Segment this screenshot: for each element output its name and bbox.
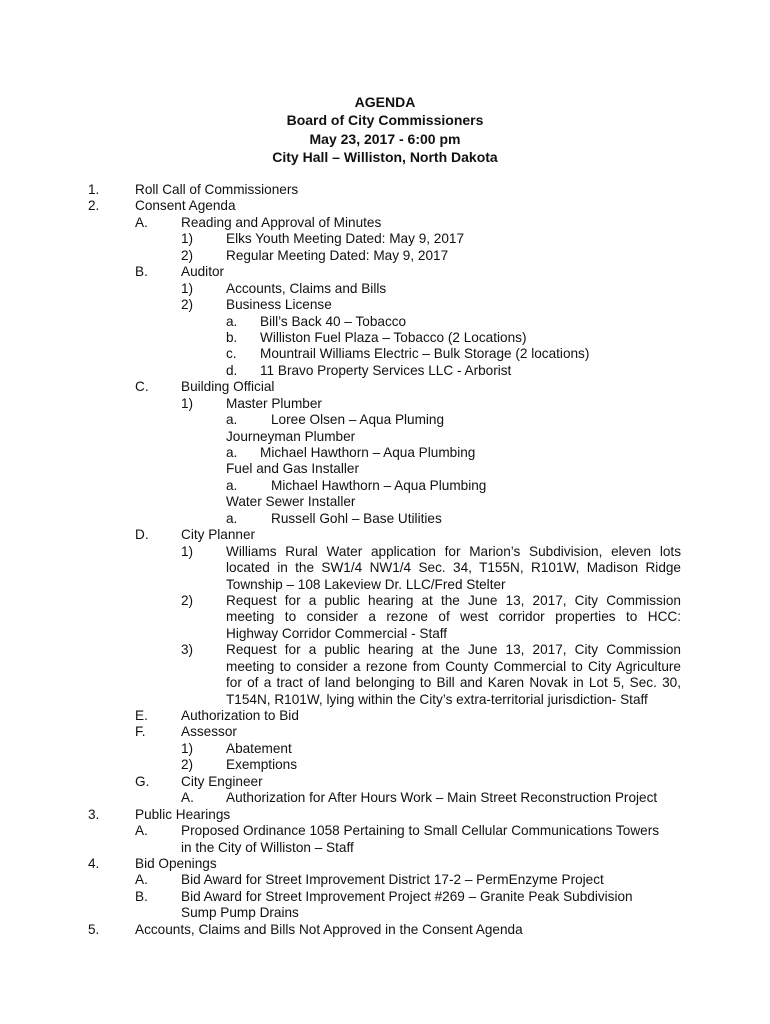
item-text: Authorization for After Hours Work – Main Street Reconstruction Project xyxy=(226,790,658,806)
item-text: Journeyman Plumber xyxy=(226,428,356,444)
item-marker: C. xyxy=(135,379,149,395)
item-text: Request for a public hearing at the June 13, 2017, City Commission xyxy=(226,592,681,608)
item-text: Reading and Approval of Minutes xyxy=(181,214,382,230)
item-text: Regular Meeting Dated: May 9, 2017 xyxy=(226,247,449,263)
item-marker: 3. xyxy=(88,806,100,822)
item-text: Bid Award for Street Improvement District 17-2 – PermEnzyme Project xyxy=(181,872,604,888)
agenda-item xyxy=(0,412,770,428)
item-text: Business License xyxy=(226,297,332,313)
item-marker: 2) xyxy=(181,592,194,608)
item-continuation xyxy=(0,609,770,625)
agenda-item xyxy=(0,774,770,790)
item-continuation xyxy=(0,560,770,576)
item-text: 11 Bravo Property Services LLC - Arborist xyxy=(260,362,512,378)
item-continuation xyxy=(0,905,770,921)
item-text: City Planner xyxy=(181,527,256,543)
item-text: Public Hearings xyxy=(135,806,231,822)
item-text: Accounts, Claims and Bills xyxy=(226,280,387,296)
item-text: Bid Award for Street Improvement Project #269 – Granite Peak Subdivision xyxy=(181,888,633,904)
agenda-item xyxy=(0,461,770,477)
item-marker: 1) xyxy=(181,280,194,296)
agenda-item xyxy=(0,182,770,198)
item-marker: 4. xyxy=(88,855,100,871)
item-continuation xyxy=(0,659,770,675)
item-marker: 2) xyxy=(181,757,194,773)
item-marker: G. xyxy=(135,773,150,789)
item-text: Exemptions xyxy=(226,757,298,773)
agenda-item xyxy=(0,527,770,543)
item-marker: F. xyxy=(135,724,146,740)
item-marker: E. xyxy=(135,708,148,723)
agenda-item xyxy=(0,314,770,330)
agenda-item xyxy=(0,396,770,412)
item-text: Accounts, Claims and Bills Not Approved in the Consent Agenda xyxy=(135,921,523,937)
item-marker: d. xyxy=(226,362,238,378)
agenda-item xyxy=(0,478,770,494)
item-text: Consent Agenda xyxy=(135,198,236,214)
item-text: Auditor xyxy=(181,264,225,280)
agenda-item xyxy=(0,922,770,938)
item-text: Assessor xyxy=(181,724,237,740)
agenda-item xyxy=(0,346,770,362)
item-marker: c. xyxy=(226,346,237,362)
agenda-item xyxy=(0,248,770,264)
agenda-item xyxy=(0,494,770,510)
item-marker: a. xyxy=(226,477,238,493)
agenda-item xyxy=(0,708,770,724)
item-marker: 2. xyxy=(88,198,100,214)
item-continuation xyxy=(0,675,770,691)
item-continuation xyxy=(0,626,770,642)
item-text: City Engineer xyxy=(181,773,263,789)
agenda-item xyxy=(0,281,770,297)
agenda-item xyxy=(0,757,770,773)
item-text: Sump Pump Drains xyxy=(181,905,299,921)
item-text: meeting to consider a rezone of west corridor properties to HCC: xyxy=(226,609,681,625)
agenda-item xyxy=(0,872,770,888)
item-marker: a. xyxy=(226,445,238,460)
agenda-item xyxy=(0,807,770,823)
item-marker: 3) xyxy=(181,642,194,658)
item-marker: a. xyxy=(226,412,238,428)
item-continuation xyxy=(0,577,770,593)
agenda-item xyxy=(0,429,770,445)
board-name: Board of City Commissioners xyxy=(286,112,484,129)
item-text: T154N, R101W, lying within the City’s extra-territorial jurisdiction- Staff xyxy=(226,691,648,707)
agenda-item xyxy=(0,544,770,560)
item-marker: A. xyxy=(135,823,148,839)
agenda-item xyxy=(0,297,770,313)
agenda-list xyxy=(0,182,770,938)
agenda-item xyxy=(0,593,770,609)
item-marker: a. xyxy=(226,313,238,329)
item-marker: D. xyxy=(135,527,149,543)
agenda-item xyxy=(0,856,770,872)
item-text: Williams Rural Water application for Marion’s Subdivision, eleven lots xyxy=(226,543,681,559)
item-text: Master Plumber xyxy=(226,395,322,411)
item-text: Fuel and Gas Installer xyxy=(226,461,359,477)
item-marker: 2) xyxy=(181,297,194,313)
item-marker: 5. xyxy=(88,921,100,937)
item-text: Mountrail Williams Electric – Bulk Storage (2 locations) xyxy=(260,346,590,362)
agenda-item xyxy=(0,511,770,527)
agenda-item xyxy=(0,823,770,839)
item-marker: 1) xyxy=(181,740,194,756)
item-text: Roll Call of Commissioners xyxy=(135,182,299,197)
item-text: Authorization to Bid xyxy=(181,708,299,723)
item-marker: B. xyxy=(135,888,148,904)
item-marker: A. xyxy=(135,214,148,230)
item-continuation xyxy=(0,692,770,708)
agenda-item xyxy=(0,198,770,214)
agenda-item xyxy=(0,363,770,379)
item-marker: 1) xyxy=(181,543,194,559)
agenda-item xyxy=(0,445,770,461)
item-text: Michael Hawthorn – Aqua Plumbing xyxy=(260,445,476,460)
item-marker: B. xyxy=(135,264,148,280)
item-text: Bid Openings xyxy=(135,855,217,871)
agenda-item xyxy=(0,264,770,280)
item-text: Abatement xyxy=(226,740,292,756)
item-text: Water Sewer Installer xyxy=(226,494,356,510)
item-text: Bill’s Back 40 – Tobacco xyxy=(260,313,407,329)
item-text: Elks Youth Meeting Dated: May 9, 2017 xyxy=(226,231,465,247)
agenda-item xyxy=(0,724,770,740)
item-text: Williston Fuel Plaza – Tobacco (2 Locations) xyxy=(260,329,527,345)
item-text: meeting to consider a rezone from County Commercial to City Agriculture xyxy=(226,658,681,674)
item-marker: a. xyxy=(226,510,238,526)
item-marker: 1. xyxy=(88,182,100,197)
item-text: for of a tract of land belonging to Bill and Karen Novak in Lot 5, Sec. 30, xyxy=(226,675,681,691)
item-text: in the City of Williston – Staff xyxy=(181,839,354,855)
agenda-item xyxy=(0,642,770,658)
agenda-item xyxy=(0,790,770,806)
item-text: located in the SW1/4 NW1/4 Sec. 34, T155N, R101W, Madison Ridge xyxy=(226,560,681,576)
agenda-item xyxy=(0,231,770,247)
meeting-date: May 23, 2017 - 6:00 pm xyxy=(309,130,461,147)
item-text: Township – 108 Lakeview Dr. LLC/Fred Stelter xyxy=(226,576,506,592)
agenda-item xyxy=(0,330,770,346)
item-continuation xyxy=(0,840,770,856)
meeting-location: City Hall – Williston, North Dakota xyxy=(272,148,498,165)
agenda-header xyxy=(0,93,770,166)
item-marker: b. xyxy=(226,329,238,345)
item-marker: 2) xyxy=(181,247,194,263)
item-marker: 1) xyxy=(181,231,194,247)
item-text: Michael Hawthorn – Aqua Plumbing xyxy=(271,477,487,493)
agenda-item xyxy=(0,379,770,395)
item-text: Russell Gohl – Base Utilities xyxy=(271,510,442,526)
item-marker: A. xyxy=(181,790,194,806)
item-marker: A. xyxy=(135,872,148,888)
agenda-item xyxy=(0,215,770,231)
agenda-item xyxy=(0,741,770,757)
item-text: Request for a public hearing at the June 13, 2017, City Commission xyxy=(226,642,681,658)
item-text: Loree Olsen – Aqua Pluming xyxy=(271,412,445,428)
item-marker: 1) xyxy=(181,395,194,411)
item-text: Highway Corridor Commercial - Staff xyxy=(226,625,448,641)
agenda-item xyxy=(0,889,770,905)
agenda-title: AGENDA xyxy=(354,94,416,110)
item-text: Proposed Ordinance 1058 Pertaining to Small Cellular Communications Towers xyxy=(181,823,660,839)
item-text: Building Official xyxy=(181,379,275,395)
